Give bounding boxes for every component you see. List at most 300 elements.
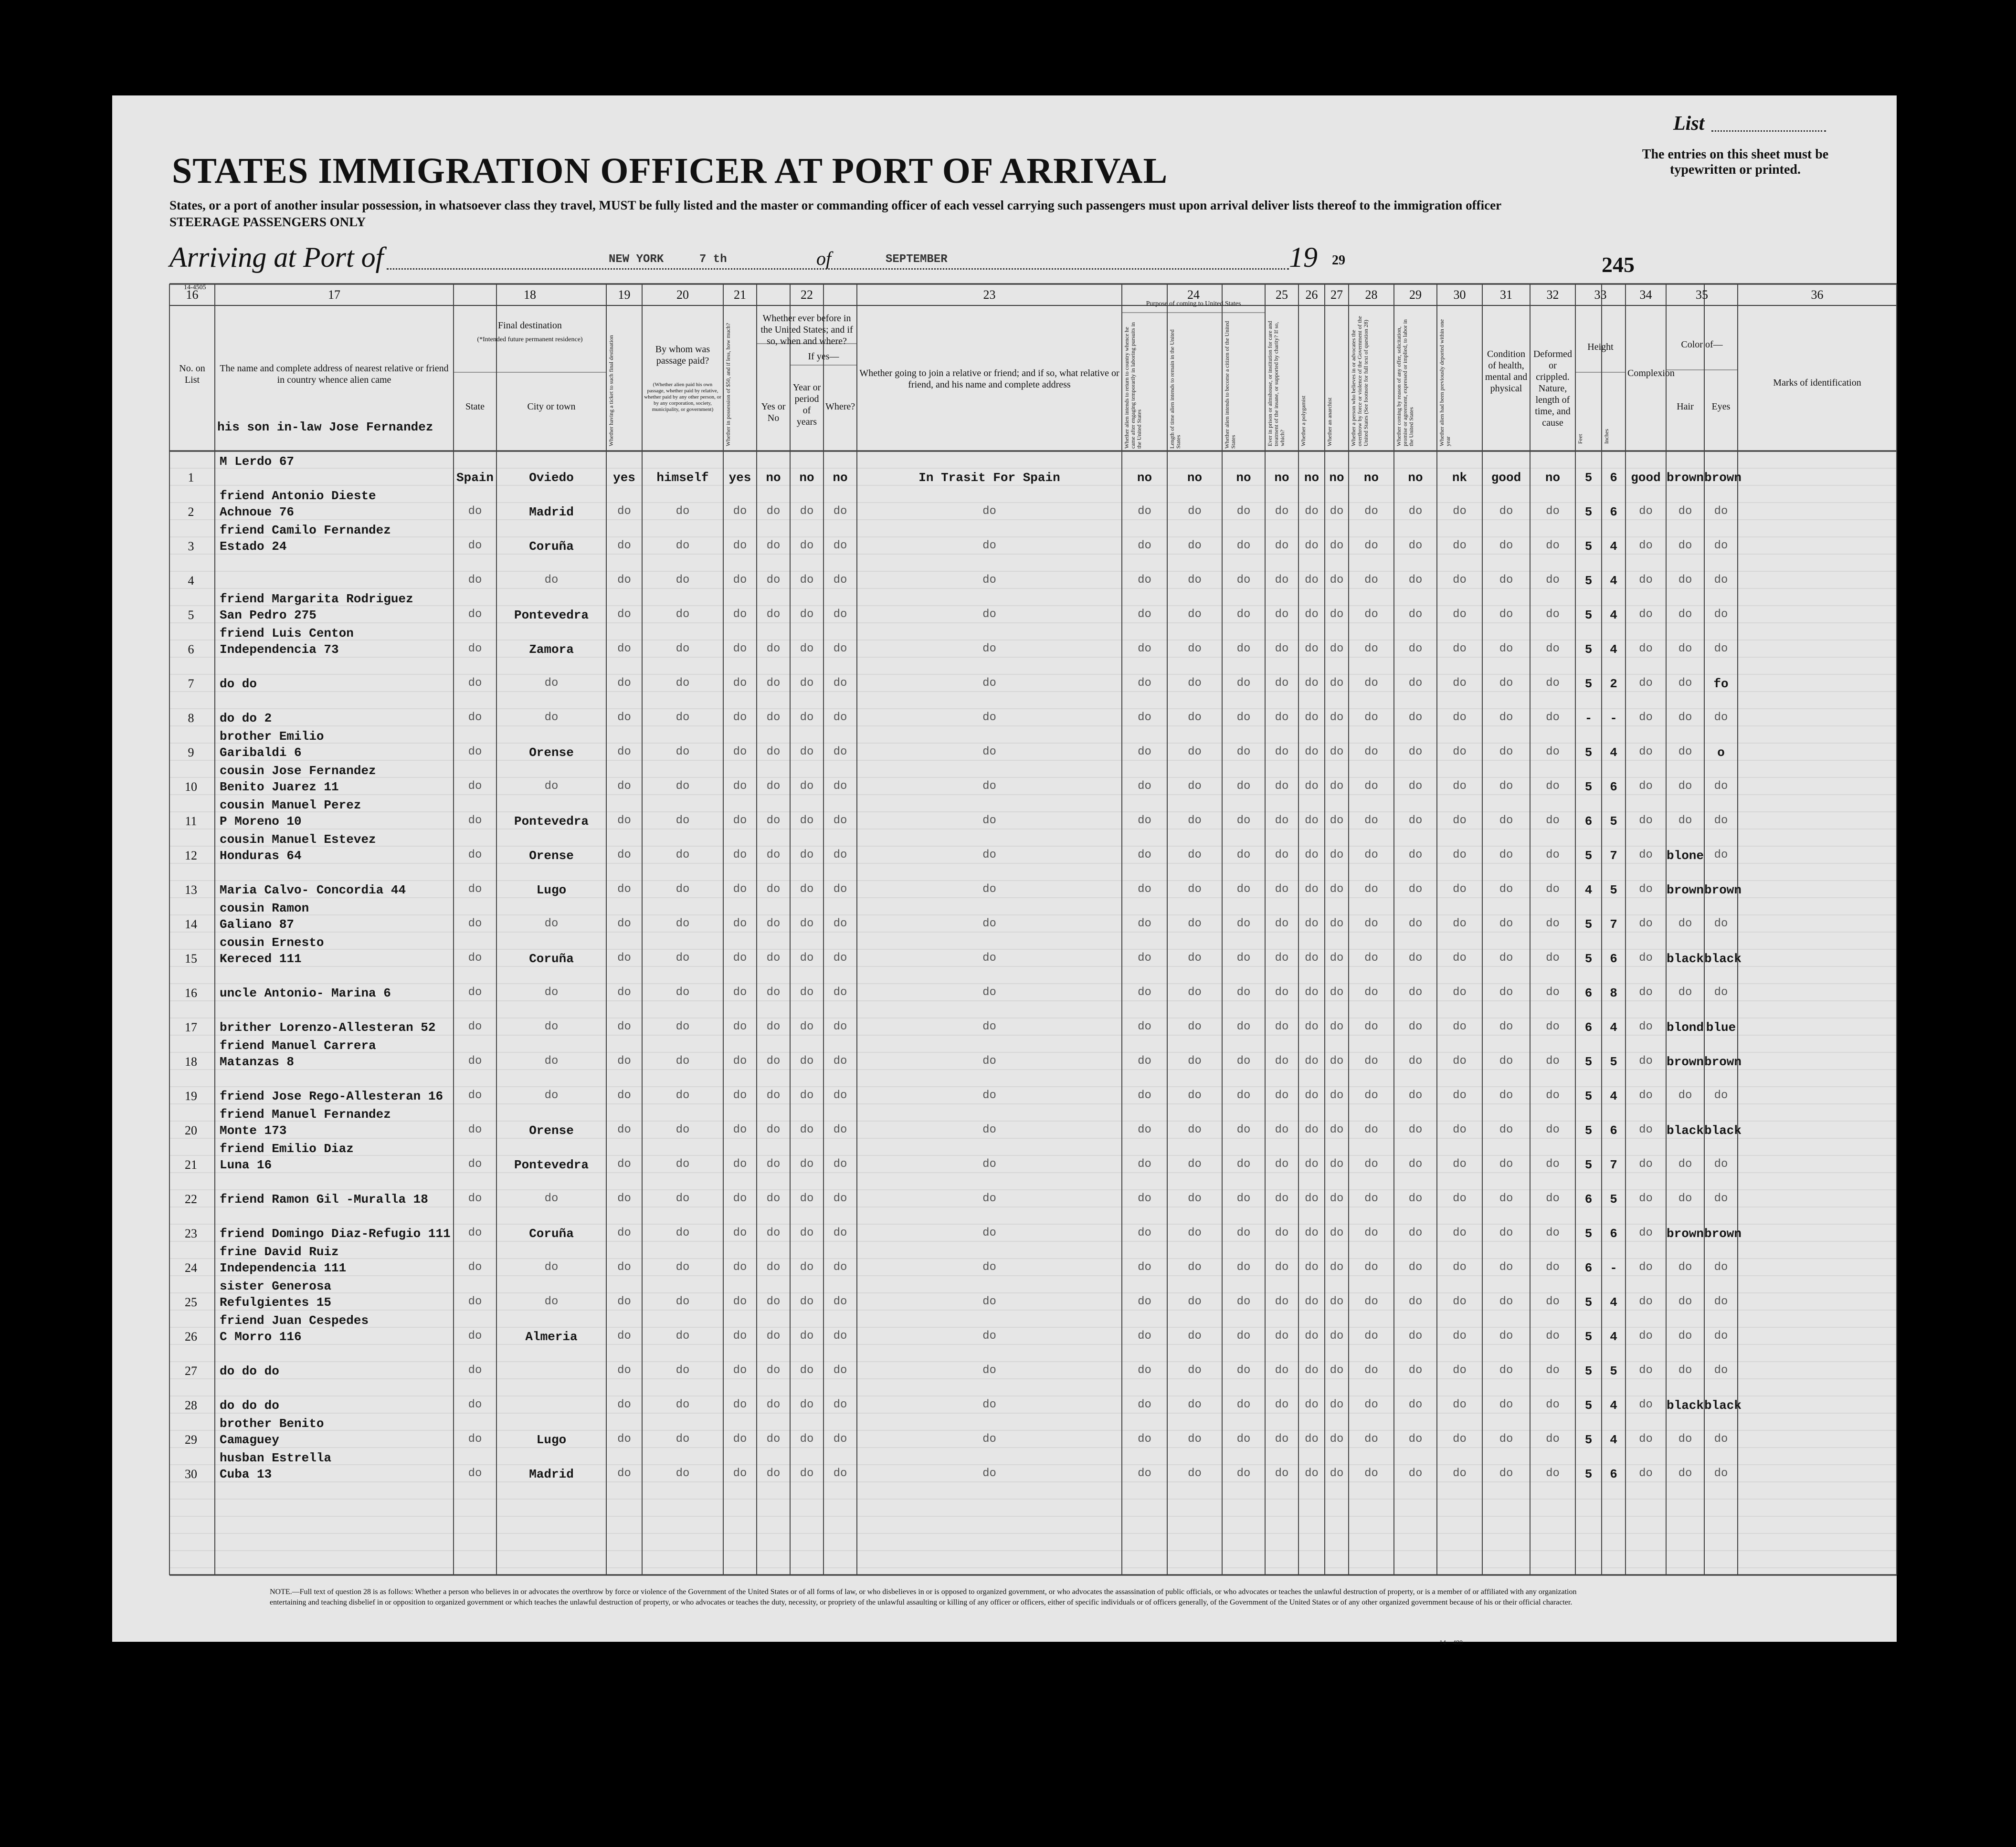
cell-eyes: do <box>1714 1364 1728 1377</box>
cell-c25: do <box>1275 1055 1289 1068</box>
cell-inches: 4 <box>1610 1295 1617 1310</box>
cell-eyes: do <box>1714 814 1728 827</box>
cell-c22w: do <box>833 780 847 793</box>
cell-c22y: do <box>800 711 814 724</box>
relative-address: Garibaldi 6 <box>220 745 302 760</box>
cell-inches: 7 <box>1610 849 1617 863</box>
cell-c19: do <box>617 1192 631 1205</box>
relative-address: Luna 16 <box>220 1158 272 1172</box>
cell-c22y: do <box>800 539 814 552</box>
cell-c23: do <box>982 814 996 827</box>
cell-c24a: do <box>1138 780 1151 793</box>
cell-state: do <box>468 539 482 552</box>
cell-c32: do <box>1546 1020 1560 1033</box>
cell-c24c: do <box>1236 1261 1251 1274</box>
cell-c23: do <box>982 1227 996 1239</box>
cell-c22w: do <box>833 1433 847 1446</box>
cell-c25: do <box>1275 952 1289 965</box>
cell-c28: do <box>1364 1089 1378 1102</box>
cell-c23: do <box>982 1398 996 1411</box>
cell-c27: do <box>1330 1158 1344 1171</box>
cell-c34: do <box>1639 986 1653 999</box>
cell-c26: no <box>1304 471 1319 485</box>
cell-c29: do <box>1408 1433 1423 1446</box>
cell-eyes: o <box>1717 745 1725 760</box>
cell-c30: do <box>1453 917 1467 930</box>
entries-note: The entries on this sheet must be typewritten or printed. <box>1642 147 1829 177</box>
cell-c34: do <box>1639 1089 1653 1102</box>
cell-c24b: do <box>1188 1433 1202 1446</box>
cell-c24a: do <box>1138 677 1151 690</box>
relative-address: Achnoue 76 <box>220 505 295 519</box>
cell-city: do <box>544 711 559 724</box>
header-prison: Ever in prison or almshouse, or institution for care and treatment of the insane, or supported by charity? If so, which? <box>1267 321 1286 446</box>
cell-c26: do <box>1305 1330 1319 1343</box>
cell-feet: 5 <box>1584 539 1593 554</box>
cell-c32: do <box>1546 1089 1560 1102</box>
cell-c34: do <box>1639 1330 1653 1343</box>
cell-state: do <box>468 1364 482 1377</box>
cell-c32: do <box>1546 539 1560 552</box>
cell-state: do <box>468 814 482 827</box>
column-number: 31 <box>1500 288 1512 302</box>
cell-c24c: do <box>1236 1055 1251 1068</box>
cell-eyes: do <box>1714 780 1728 793</box>
cell-c22: do <box>766 505 781 518</box>
cell-city: do <box>544 986 559 999</box>
cell-state: do <box>468 642 482 655</box>
cell-c23: do <box>982 1295 996 1308</box>
cell-c30: nk <box>1452 471 1467 485</box>
cell-c32: do <box>1546 1261 1560 1274</box>
cell-feet: 5 <box>1584 1330 1593 1344</box>
cell-hair: do <box>1678 1295 1692 1308</box>
cell-inches: 4 <box>1610 1089 1617 1103</box>
relative-address: C Morro 116 <box>220 1330 302 1344</box>
cell-c31: do <box>1499 1261 1513 1274</box>
cell-c32: do <box>1546 849 1560 861</box>
row-number: 5 <box>188 608 194 622</box>
cell-c34: do <box>1639 1227 1653 1239</box>
relative-name: cousin Ernesto <box>220 935 324 950</box>
cell-hair: do <box>1678 608 1692 621</box>
cell-c24c: do <box>1236 814 1251 827</box>
cell-c32: do <box>1546 814 1560 827</box>
cell-c21: do <box>733 1089 747 1102</box>
cell-c31: do <box>1499 1295 1513 1308</box>
relative-address: do do do <box>220 1398 279 1413</box>
cell-c24b: do <box>1188 986 1202 999</box>
cell-c28: do <box>1364 883 1378 896</box>
cell-c22w: do <box>833 711 847 724</box>
cell-c24b: do <box>1188 539 1202 552</box>
cell-c29: do <box>1408 711 1423 724</box>
relative-address: friend Jose Rego-Allesteran 16 <box>220 1089 443 1103</box>
cell-c20: do <box>676 1158 690 1171</box>
cell-c19: do <box>617 711 631 724</box>
cell-c30: do <box>1453 1192 1467 1205</box>
cell-city: do <box>544 1295 559 1308</box>
cell-feet: 5 <box>1584 745 1593 760</box>
cell-c24b: do <box>1188 1123 1202 1136</box>
cell-c25: do <box>1275 1192 1289 1205</box>
relative-address: Benito Juarez 11 <box>220 780 339 794</box>
cell-c31: do <box>1499 917 1513 930</box>
cell-c27: do <box>1330 1364 1344 1377</box>
cell-eyes: do <box>1714 505 1728 518</box>
cell-c24b: do <box>1188 883 1202 896</box>
cell-c22y: do <box>800 780 814 793</box>
cell-inches: 4 <box>1610 1020 1617 1035</box>
header-length-of-time: Length of time alien intends to remain in the United States <box>1169 329 1182 449</box>
cell-eyes: do <box>1714 1295 1728 1308</box>
cell-c32: do <box>1546 642 1560 655</box>
cell-c22w: do <box>833 1364 847 1377</box>
cell-c28: do <box>1364 1055 1378 1068</box>
cell-c26: do <box>1305 986 1319 999</box>
cell-c27: do <box>1330 1055 1344 1068</box>
cell-c24b: do <box>1188 1467 1202 1480</box>
cell-c31: do <box>1499 1433 1513 1446</box>
relative-address: Galiano 87 <box>220 917 295 932</box>
cell-inches: 4 <box>1610 1433 1617 1447</box>
cell-c21: do <box>733 917 747 930</box>
header-passage-paid: By whom was passage paid? <box>655 344 710 366</box>
cell-city: Madrid <box>529 505 574 519</box>
cell-c21: do <box>733 1192 747 1205</box>
cell-c24b: do <box>1188 1192 1202 1205</box>
cell-c20: do <box>676 1467 690 1480</box>
cell-c25: do <box>1275 711 1289 724</box>
cell-c20: do <box>676 814 690 827</box>
row-number: 28 <box>185 1398 197 1412</box>
cell-c20: do <box>676 917 690 930</box>
cell-inches: 6 <box>1610 1467 1617 1481</box>
cell-hair: do <box>1678 1192 1692 1205</box>
cell-c25: do <box>1275 1158 1289 1171</box>
cell-eyes: do <box>1714 1433 1728 1446</box>
cell-c22w: do <box>833 952 847 965</box>
cell-c19: do <box>617 952 631 965</box>
cell-c22y: do <box>800 1467 814 1480</box>
cell-c31: do <box>1499 677 1513 690</box>
cell-feet: 5 <box>1584 1364 1593 1378</box>
cell-c24b: do <box>1188 574 1202 587</box>
header-color-of: Color of— <box>1681 339 1723 350</box>
cell-c25: do <box>1275 1295 1289 1308</box>
cell-c21: do <box>733 1227 747 1239</box>
cell-c21: do <box>733 677 747 690</box>
cell-city: do <box>544 1055 559 1068</box>
cell-c23: do <box>982 986 996 999</box>
cell-state: do <box>468 1020 482 1033</box>
cell-c22: no <box>766 471 781 485</box>
cell-c21: do <box>733 883 747 896</box>
cell-c23: do <box>982 780 996 793</box>
cell-c25: do <box>1275 1398 1289 1411</box>
arriving-label: Arriving at Port of <box>169 241 384 273</box>
cell-c27: do <box>1330 1020 1344 1033</box>
cell-c26: do <box>1305 952 1319 965</box>
cell-c27: do <box>1330 1330 1344 1343</box>
cell-c22: do <box>766 1192 781 1205</box>
of-label: of <box>816 248 832 269</box>
cell-c22: do <box>766 1158 781 1171</box>
cell-c22: do <box>766 814 781 827</box>
cell-c20: do <box>676 1123 690 1136</box>
cell-c24a: do <box>1138 1398 1151 1411</box>
cell-c22: do <box>766 1433 781 1446</box>
cell-c34: do <box>1639 677 1653 690</box>
cell-state: do <box>468 849 482 861</box>
column-number: 29 <box>1409 288 1422 302</box>
cell-city: do <box>544 780 559 793</box>
cell-c22w: do <box>833 677 847 690</box>
row-number: 18 <box>185 1055 197 1069</box>
cell-c25: do <box>1275 1123 1289 1136</box>
cell-c29: do <box>1408 1330 1423 1343</box>
row-number: 24 <box>185 1261 197 1275</box>
cell-c23: do <box>982 711 996 724</box>
cell-c26: do <box>1305 1433 1319 1446</box>
cell-c26: do <box>1305 1364 1319 1377</box>
cell-hair: do <box>1678 574 1692 587</box>
cell-c29: do <box>1408 1192 1423 1205</box>
cell-c24a: do <box>1138 952 1151 965</box>
cell-inches: 4 <box>1610 1398 1617 1413</box>
relative-name: friend Camilo Fernandez <box>220 523 391 537</box>
cell-feet: 5 <box>1584 849 1593 863</box>
cell-c22: do <box>766 780 781 793</box>
cell-c28: do <box>1364 677 1378 690</box>
cell-c20: do <box>676 539 690 552</box>
header-intends-citizen: Whether alien intends to become a citizen of the United States <box>1224 321 1236 449</box>
header-fifty-dollars: Whether in possession of $50, and if less, how much? <box>725 323 731 446</box>
cell-feet: 5 <box>1584 952 1593 966</box>
cell-c24c: do <box>1236 1227 1251 1239</box>
cell-c25: do <box>1275 1467 1289 1480</box>
cell-inches: 7 <box>1610 917 1617 932</box>
cell-c29: do <box>1408 745 1423 758</box>
cell-c30: do <box>1453 1433 1467 1446</box>
cell-c31: do <box>1499 780 1513 793</box>
header-ticket: Whether having a ticket to such final destination <box>608 335 614 446</box>
cell-c22y: do <box>800 1261 814 1274</box>
header-inches: Inches <box>1603 429 1610 444</box>
cell-c30: do <box>1453 1227 1467 1239</box>
header-complexion: Complexion <box>1627 368 1675 378</box>
cell-c21: do <box>733 1020 747 1033</box>
cell-c21: do <box>733 642 747 655</box>
cell-c22w: do <box>833 1295 847 1308</box>
cell-c20: do <box>676 745 690 758</box>
cell-c20: do <box>676 677 690 690</box>
cell-c32: do <box>1546 1295 1560 1308</box>
cell-feet: 5 <box>1584 917 1593 932</box>
cell-c25: do <box>1275 608 1289 621</box>
cell-hair: do <box>1678 1089 1692 1102</box>
cell-state: do <box>468 608 482 621</box>
cell-c34: do <box>1639 1467 1653 1480</box>
cell-c21: do <box>733 849 747 861</box>
cell-c19: do <box>617 1330 631 1343</box>
row-number: 10 <box>185 780 197 794</box>
cell-c24c: no <box>1236 471 1251 485</box>
cell-c22: do <box>766 745 781 758</box>
cell-c29: do <box>1408 1227 1423 1239</box>
cell-c22: do <box>766 1467 781 1480</box>
cell-c24c: do <box>1236 539 1251 552</box>
cell-c22: do <box>766 1123 781 1136</box>
cell-c25: do <box>1275 1330 1289 1343</box>
cell-hair: brown <box>1666 1055 1704 1069</box>
cell-c27: do <box>1330 1227 1344 1239</box>
cell-c26: do <box>1305 677 1319 690</box>
cell-city: Lugo <box>536 1433 567 1447</box>
cell-state: do <box>468 780 482 793</box>
cell-c27: do <box>1330 952 1344 965</box>
cell-c20: do <box>676 711 690 724</box>
cell-c23: do <box>982 1055 996 1068</box>
cell-c31: good <box>1491 471 1521 485</box>
cell-c26: do <box>1305 1398 1319 1411</box>
cell-feet: 6 <box>1584 1192 1593 1207</box>
cell-c24b: do <box>1188 917 1202 930</box>
cell-city: Pontevedra <box>514 1158 589 1172</box>
cell-c19: do <box>617 608 631 621</box>
cell-c22y: do <box>800 608 814 621</box>
cell-eyes: brown <box>1704 1055 1742 1069</box>
cell-c22y: do <box>800 1330 814 1343</box>
cell-c28: do <box>1364 1467 1378 1480</box>
column-number: 27 <box>1330 288 1343 302</box>
cell-city: Oviedo <box>529 471 574 485</box>
cell-c19: do <box>617 780 631 793</box>
cell-c28: do <box>1364 1433 1378 1446</box>
cell-c28: do <box>1364 1295 1378 1308</box>
cell-state: do <box>468 745 482 758</box>
cell-hair: do <box>1678 814 1692 827</box>
cell-c22w: do <box>833 539 847 552</box>
cell-c20: do <box>676 1433 690 1446</box>
cell-c29: do <box>1408 883 1423 896</box>
column-number: 26 <box>1305 288 1318 302</box>
cell-c25: do <box>1275 917 1289 930</box>
cell-c34: do <box>1639 849 1653 861</box>
cell-state: do <box>468 1055 482 1068</box>
header-no-on-list: No. on List <box>179 363 205 385</box>
cell-c22w: do <box>833 608 847 621</box>
row-number: 25 <box>185 1295 197 1309</box>
cell-c23: do <box>982 1364 996 1377</box>
cell-c22: do <box>766 952 781 965</box>
cell-city: do <box>544 677 559 690</box>
cell-c25: do <box>1275 1020 1289 1033</box>
cell-c19: do <box>617 1398 631 1411</box>
relative-name: M Lerdo 67 <box>220 454 295 469</box>
cell-c24a: do <box>1138 1295 1151 1308</box>
cell-c22y: do <box>800 1433 814 1446</box>
cell-c29: do <box>1408 1364 1423 1377</box>
relative-name: cousin Manuel Perez <box>220 798 361 812</box>
cell-city: Pontevedra <box>514 814 589 829</box>
cell-city: do <box>544 1192 559 1205</box>
cell-hair: brown <box>1666 1227 1704 1241</box>
cell-c22: do <box>766 1020 781 1033</box>
cell-city: Pontevedra <box>514 608 589 622</box>
cell-feet: 5 <box>1584 1055 1593 1069</box>
column-number: 35 <box>1696 288 1708 302</box>
cell-c26: do <box>1305 1227 1319 1239</box>
cell-city: Coruña <box>529 539 574 554</box>
cell-c19: do <box>617 1364 631 1377</box>
cell-c21: yes <box>728 471 751 485</box>
cell-c25: do <box>1275 505 1289 518</box>
cell-c27: do <box>1330 1433 1344 1446</box>
cell-c30: do <box>1453 1089 1467 1102</box>
cell-c34: do <box>1639 814 1653 827</box>
column-number: 25 <box>1276 288 1288 302</box>
cell-inches: 7 <box>1610 1158 1617 1172</box>
cell-c31: do <box>1499 1020 1513 1033</box>
cell-eyes: do <box>1714 1158 1728 1171</box>
cell-c24a: do <box>1138 745 1151 758</box>
cell-c24c: do <box>1236 1364 1251 1377</box>
row-number: 22 <box>185 1192 197 1206</box>
cell-c34: do <box>1639 539 1653 552</box>
cell-c20: do <box>676 1089 690 1102</box>
cell-c22: do <box>766 1055 781 1068</box>
cell-c30: do <box>1453 1123 1467 1136</box>
cell-c22y: do <box>800 986 814 999</box>
cell-c25: do <box>1275 780 1289 793</box>
cell-c24a: do <box>1138 539 1151 552</box>
cell-c28: do <box>1364 539 1378 552</box>
cell-c27: do <box>1330 1192 1344 1205</box>
cell-c28: do <box>1364 1398 1378 1411</box>
header-city: City or town <box>527 401 576 412</box>
cell-c26: do <box>1305 814 1319 827</box>
cell-c31: do <box>1499 1364 1513 1377</box>
cell-c28: do <box>1364 917 1378 930</box>
cell-c21: do <box>733 1364 747 1377</box>
cell-c23: do <box>982 1467 996 1480</box>
cell-c24b: no <box>1187 471 1203 485</box>
cell-c22y: do <box>800 1020 814 1033</box>
cell-c23: In Trasit For Spain <box>918 471 1060 485</box>
cell-c22: do <box>766 677 781 690</box>
cell-c22y: do <box>800 814 814 827</box>
cell-c24a: do <box>1138 608 1151 621</box>
cell-c20: do <box>676 1192 690 1205</box>
cell-c20: do <box>676 505 690 518</box>
cell-feet: 6 <box>1584 1261 1593 1275</box>
cell-c31: do <box>1499 1055 1513 1068</box>
cell-eyes: do <box>1714 608 1728 621</box>
cell-c24a: do <box>1138 1227 1151 1239</box>
relative-name: friend Antonio Dieste <box>220 489 376 503</box>
cell-c34: do <box>1639 952 1653 965</box>
relative-address: Honduras 64 <box>220 849 302 863</box>
cell-c24a: do <box>1138 1364 1151 1377</box>
cell-c22y: do <box>800 745 814 758</box>
cell-c24b: do <box>1188 1330 1202 1343</box>
header-feet: Feet <box>1577 434 1583 444</box>
cell-c30: do <box>1453 849 1467 861</box>
column-number: 36 <box>1811 288 1824 302</box>
cell-state: do <box>468 1227 482 1239</box>
cell-c21: do <box>733 539 747 552</box>
